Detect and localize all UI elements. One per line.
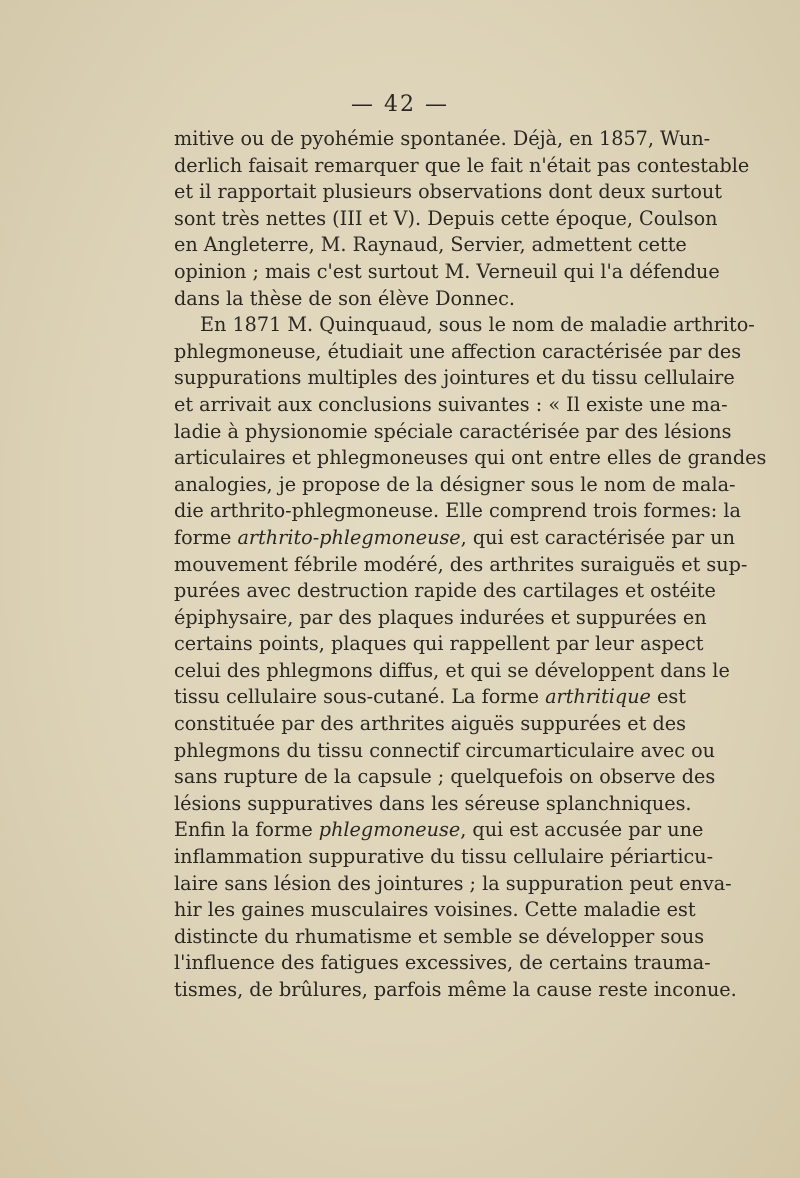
text-segment: , qui est accusée par une (460, 818, 704, 842)
paragraph (174, 126, 750, 312)
text-segment: opinion ; mais c'est surtout M. Verneuil qui l'a défendue (174, 259, 720, 283)
text-line (174, 977, 737, 1004)
text-line (174, 153, 750, 180)
text-segment: Enfin la forme (174, 818, 319, 842)
text-line (174, 764, 716, 791)
text-segment: inflammation suppurative du tissu cellulaire périarticu- (174, 845, 714, 869)
text-line (174, 206, 718, 233)
text-segment: certains points, plaques qui rappellent par leur aspect (174, 632, 704, 656)
text-line (174, 578, 716, 605)
italic-term: arthritique (545, 685, 651, 709)
text-line (174, 179, 722, 206)
text-segment: épiphysaire, par des plaques indurées et suppurées en (174, 605, 707, 629)
text-line (174, 817, 704, 844)
text-segment: laire sans lésion des jointures ; la suppuration peut enva- (174, 871, 732, 895)
text-line (174, 711, 686, 738)
text-segment: constituée par des arthrites aiguës suppurées et des (174, 712, 686, 736)
text-segment: phlegmoneuse, étudiait une affection caractérisée par des (174, 339, 742, 363)
text-line (174, 525, 736, 552)
text-line (174, 126, 711, 153)
text-line (174, 445, 767, 472)
text-line (174, 472, 736, 499)
text-segment: analogies, je propose de la désigner sous le nom de mala- (174, 472, 736, 496)
text-line (174, 897, 696, 924)
text-segment: , qui est caractérisée par un (460, 525, 736, 549)
body-text (174, 126, 767, 1004)
text-line (174, 605, 707, 632)
text-segment: lésions suppuratives dans les séreuse splanchniques. (174, 791, 692, 815)
text-line (174, 392, 728, 419)
text-segment: die arthrito-phlegmoneuse. Elle comprend trois formes: la (174, 499, 741, 523)
text-segment: mitive ou de pyohémie spontanée. Déjà, en 1857, Wun- (174, 127, 711, 150)
text-segment: mouvement fébrile modéré, des arthrites suraiguës et sup- (174, 552, 748, 576)
text-line (174, 259, 720, 286)
text-line (174, 684, 686, 711)
text-line (174, 365, 735, 392)
text-segment: dans la thèse de son élève Donnec. (174, 286, 516, 310)
text-segment: articulaires et phlegmoneuses qui ont entre elles de grandes (174, 446, 767, 470)
text-line (174, 791, 692, 818)
text-segment: purées avec destruction rapide des cartilages et ostéite (174, 579, 716, 603)
text-line (174, 339, 742, 366)
text-segment: phlegmons du tissu connectif circumarticulaire avec ou (174, 738, 716, 762)
text-line (174, 552, 748, 579)
text-line (174, 232, 687, 259)
text-segment: distincte du rhumatisme et semble se développer sous (174, 924, 705, 948)
text-line (174, 419, 732, 446)
italic-term: arthrito-phlegmoneuse (237, 525, 461, 549)
text-segment: ladie à physionomie spéciale caractérisée par des lésions (174, 419, 732, 443)
text-line (174, 738, 716, 765)
text-segment: sans rupture de la capsule ; quelquefois on observe des (174, 765, 716, 789)
text-line (174, 871, 732, 898)
text-segment: l'influence des fatigues excessives, de certains trauma- (174, 951, 711, 975)
text-segment: En 1871 M. Quinquaud, sous le nom de maladie arthrito- (200, 313, 755, 337)
italic-term: phlegmoneuse (318, 818, 461, 842)
page-number: — 42 — (351, 92, 449, 117)
text-segment: forme (174, 525, 238, 549)
text-segment: en Angleterre, M. Raynaud, Servier, admettent cette (174, 233, 687, 257)
text-segment: tismes, de brûlures, parfois même la cause reste inconue. (174, 978, 737, 1001)
text-segment: tissu cellulaire sous-cutané. La forme (174, 685, 546, 709)
text-segment: et arrivait aux conclusions suivantes : « Il existe une ma- (174, 392, 728, 416)
text-line (174, 312, 755, 339)
text-line (174, 924, 705, 951)
text-line (174, 950, 711, 977)
text-line (174, 498, 741, 525)
text-segment: sont très nettes (III et V). Depuis cette époque, Coulson (174, 206, 718, 230)
text-segment: suppurations multiples des jointures et du tissu cellulaire (174, 366, 735, 390)
text-segment: est (650, 685, 686, 709)
text-line (174, 844, 714, 871)
text-segment: hir les gaines musculaires voisines. Cette maladie est (174, 898, 696, 922)
text-line (174, 286, 658, 313)
text-segment: derlich faisait remarquer que le fait n'était pas contestable (174, 153, 750, 177)
show-through-texture (170, 1010, 660, 1070)
text-segment: celui des phlegmons diffus, et qui se développent dans le (174, 658, 730, 682)
text-line (174, 631, 704, 658)
text-line (174, 658, 730, 685)
text-segment: et il rapportait plusieurs observations dont deux surtout (174, 180, 722, 204)
paragraph (174, 312, 767, 1003)
